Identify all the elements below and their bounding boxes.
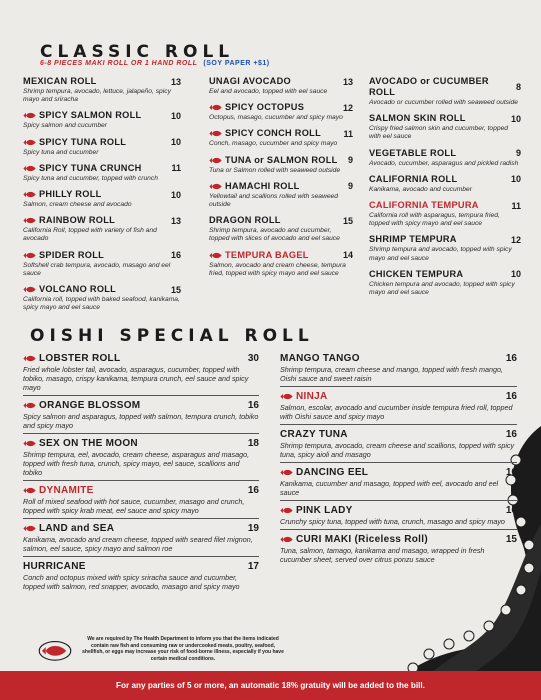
menu-item xyxy=(209,181,353,209)
item-description: Conch, masago, cucumber and spicy mayo xyxy=(209,140,338,148)
health-notice xyxy=(36,636,286,662)
item-description: Chicken tempura and avocado, topped with spicy mayo and eel sauce xyxy=(369,280,515,297)
item-description: Salmon, escolar, avocado and cucumber inside tempura fried roll, topped with Oishi sauce and spicy mayo xyxy=(280,403,513,421)
item-name: SPICY TUNA ROLL xyxy=(39,136,127,147)
item-price: 15 xyxy=(170,284,181,295)
item-description: Tuna, salmon, tamago, kanikama and masago, wrapped in fresh cucumber sheet, served over citrus ponzu sauce xyxy=(280,546,485,564)
item-description: Spicy salmon and cucumber xyxy=(23,122,108,130)
menu-item xyxy=(280,505,517,530)
fish-icon xyxy=(23,525,36,532)
menu-item xyxy=(369,200,521,228)
menu-item xyxy=(280,429,517,463)
item-name: CURI MAKI (Riceless Roll) xyxy=(296,534,428,545)
item-name: DYNAMITE xyxy=(39,485,94,496)
item-price: 8 xyxy=(515,82,521,92)
menu-item xyxy=(23,250,181,278)
fish-icon xyxy=(23,355,36,362)
item-price: 16 xyxy=(247,400,259,411)
fish-icon xyxy=(23,112,36,119)
item-name: SEX ON THE MOON xyxy=(39,438,138,449)
item-price: 11 xyxy=(343,128,353,139)
menu-item xyxy=(369,76,521,107)
menu-item xyxy=(280,467,517,501)
fish-icon xyxy=(280,507,293,514)
menu-item xyxy=(209,102,353,122)
item-name: SPICY CONCH ROLL xyxy=(225,128,322,139)
item-description: Crispy fried salmon skin and cucumber, topped with eel sauce xyxy=(369,125,509,141)
item-price: 13 xyxy=(170,76,181,87)
menu-item xyxy=(369,269,521,297)
item-name: TUNA or SALMON ROLL xyxy=(225,154,338,165)
fish-icon xyxy=(280,536,293,543)
item-name: SPICY OCTOPUS xyxy=(225,102,305,113)
item-name: CHICKEN TEMPURA xyxy=(369,268,464,279)
menu-item xyxy=(369,174,521,194)
fish-icon xyxy=(23,191,36,198)
fish-icon xyxy=(23,402,36,409)
item-name: LAND and SEA xyxy=(39,523,115,534)
menu-item xyxy=(23,523,259,557)
menu-item xyxy=(23,438,259,481)
menu-item xyxy=(209,215,353,243)
item-name: SHRIMP TEMPURA xyxy=(369,234,457,245)
item-description: Spicy tuna and cucumber, topped with crunch xyxy=(23,174,158,182)
item-description: Eel and avocado, topped with eel sauce xyxy=(209,88,328,95)
menu-item xyxy=(280,534,517,567)
item-price: 11 xyxy=(171,163,181,174)
item-price: 9 xyxy=(347,155,353,166)
item-name: PHILLY ROLL xyxy=(39,189,102,200)
item-price: 16 xyxy=(170,250,181,261)
health-notice-text: We are required by The Health Department to inform you that the items indicated contain raw fish and consuming raw or undercooked meats, poultry, seafood, shellfish, or eggs may increase your risk of food-borne illness, especially if you have certain medical conditions. xyxy=(82,636,284,662)
fish-icon xyxy=(23,440,36,447)
special-roll-title: OISHI SPECIAL ROLL xyxy=(30,326,314,346)
menu-item xyxy=(23,284,181,312)
menu-item xyxy=(209,250,353,278)
fish-icon xyxy=(23,252,36,259)
menu-item xyxy=(23,189,181,209)
menu-item xyxy=(369,148,521,168)
item-price: 9 xyxy=(515,148,521,159)
classic-column-2 xyxy=(209,76,353,284)
item-name: HAMACHI ROLL xyxy=(225,180,300,191)
item-description: Avocado, cucumber, asparagus and pickled radish xyxy=(369,159,519,167)
item-description: Salmon, cream cheese and avocado xyxy=(23,201,132,209)
item-price: 30 xyxy=(247,353,259,364)
item-name: CALIFORNIA TEMPURA xyxy=(369,200,479,211)
item-description: Shrimp tempura and avocado, topped with spicy mayo and eel sauce xyxy=(369,246,512,262)
item-price: 19 xyxy=(247,523,259,534)
item-name: MEXICAN ROLL xyxy=(23,76,97,86)
item-price: 16 xyxy=(247,485,259,496)
menu-item xyxy=(209,128,353,148)
item-price: 10 xyxy=(170,110,181,121)
item-price: 10 xyxy=(170,189,181,200)
fish-icon xyxy=(280,393,293,400)
menu-item xyxy=(23,110,181,130)
item-description: Softshell crab tempura, avocado, masago and eel sauce xyxy=(23,261,171,277)
item-description: Avocado or cucumber rolled with seaweed outside xyxy=(369,99,518,106)
item-name: CRAZY TUNA xyxy=(280,429,348,440)
menu-item xyxy=(23,400,259,434)
item-name: SPIDER ROLL xyxy=(39,249,105,260)
item-description: Salmon, avocado and cream cheese, tempura fried, topped with spicy mayo and eel sauce xyxy=(209,261,346,277)
classic-roll-subtitle: 6-8 PIECES MAKI ROLL OR 1 HAND ROLL (SOY PAPER +$1) xyxy=(40,60,270,67)
fish-icon xyxy=(209,157,222,164)
item-description: Kanikama, avocado and cream cheese, topped with seared filet mignon, salmon, eel sauce, spicy mayo and salmon roe xyxy=(23,535,253,553)
fish-icon xyxy=(209,104,222,111)
item-description: Shrimp tempura, avocado and cucumber, topped with slices of avocado and eel sauce xyxy=(209,227,340,243)
item-price: 16 xyxy=(505,429,517,440)
special-column-2 xyxy=(280,353,517,571)
item-name: TEMPURA BAGEL xyxy=(225,249,309,260)
fish-icon xyxy=(209,183,222,190)
item-price: 18 xyxy=(247,438,259,449)
item-description: California roll with asparagus, tempura fried, topped with spicy mayo and eel sauce xyxy=(369,212,500,228)
item-name: MANGO TANGO xyxy=(280,353,360,364)
menu-item xyxy=(23,561,259,594)
menu-item xyxy=(369,234,521,262)
item-price: 10 xyxy=(510,174,521,185)
fish-icon xyxy=(280,469,293,476)
item-price: 16 xyxy=(505,505,517,516)
item-description: Crunchy spicy tuna, topped with tuna, crunch, masago and spicy mayo xyxy=(280,517,505,526)
item-name: VOLCANO ROLL xyxy=(39,284,117,295)
item-name: DRAGON ROLL xyxy=(209,215,281,226)
item-description: Yellowtail and scallions rolled with seaweed outside xyxy=(209,192,338,209)
item-price: 16 xyxy=(505,353,517,364)
item-description: California Roll, topped with variety of fish and avocado xyxy=(23,227,157,243)
item-name: NINJA xyxy=(296,391,328,402)
item-description: Kanikama, cucumber and masago, topped with eel, avocado and eel sauce xyxy=(280,479,499,497)
item-name: SALMON SKIN ROLL xyxy=(369,113,466,124)
fish-icon xyxy=(209,252,222,259)
item-name: ORANGE BLOSSOM xyxy=(39,400,141,411)
item-price: 13 xyxy=(170,215,181,226)
menu-item xyxy=(280,353,517,387)
gratuity-text: For any parties of 5 or more, an automatic 18% gratuity will be added to the bill. xyxy=(116,681,425,690)
item-price: 16 xyxy=(505,467,517,478)
item-price: 12 xyxy=(510,234,521,245)
item-description: Kanikama, avocado and cucumber xyxy=(369,185,472,193)
item-name: VEGETABLE ROLL xyxy=(369,147,457,158)
item-name: DANCING EEL xyxy=(296,467,369,478)
menu-item xyxy=(23,353,259,396)
item-price: 10 xyxy=(170,137,181,148)
gratuity-banner xyxy=(0,671,541,700)
fish-icon xyxy=(209,130,222,137)
item-description: Shrimp tempura, eel, avocado, cream cheese, asparagus and masago, topped with fresh tuna, crunch, spicy mayo, eel sauce, scallions and tobiko xyxy=(23,450,250,477)
item-price: 10 xyxy=(510,113,521,124)
item-price: 10 xyxy=(510,269,521,280)
item-description: Fried whole lobster tail, avocado, asparagus, cucumber, topped with tobiko, masago, crispy kanikama, tempura crunch, eel sauce and spicy mayo xyxy=(23,365,249,392)
special-column-1 xyxy=(23,353,259,598)
item-description: Shrimp tempura, avocado, cream cheese and scallions, topped with spicy tuna, spicy aioli and masago xyxy=(280,441,515,459)
item-description: California roll, topped with baked seafood, kanikama, spicy mayo and eel sauce xyxy=(23,296,180,312)
item-description: Octopus, masago, cucumber and spicy mayo xyxy=(209,114,343,122)
item-name: LOBSTER ROLL xyxy=(39,353,121,364)
menu-item xyxy=(23,485,259,519)
menu-item xyxy=(23,163,181,183)
item-price: 12 xyxy=(342,102,353,113)
item-description: Spicy tuna and cucumber xyxy=(23,148,99,156)
item-price: 14 xyxy=(342,250,353,261)
item-description: Conch and octopus mixed with spicy sriracha sauce and cucumber, topped with salmon, red snapper, avocado, masago and spicy mayo xyxy=(23,573,240,591)
item-price: 9 xyxy=(347,181,353,192)
menu-item xyxy=(369,113,521,141)
item-price: 15 xyxy=(505,534,517,545)
menu-item xyxy=(209,155,353,175)
item-name: RAINBOW ROLL xyxy=(39,215,116,226)
fish-icon xyxy=(23,165,36,172)
fish-icon xyxy=(23,487,36,494)
restaurant-logo xyxy=(36,636,74,662)
item-name: UNAGI AVOCADO xyxy=(209,76,291,86)
item-name: AVOCADO or CUCUMBER ROLL xyxy=(369,76,489,97)
classic-column-1 xyxy=(23,76,181,318)
item-name: HURRICANE xyxy=(23,561,86,572)
item-name: SPICY SALMON ROLL xyxy=(39,110,142,121)
item-price: 11 xyxy=(511,200,521,211)
fish-icon xyxy=(23,139,36,146)
item-description: Spicy salmon and asparagus, topped with salmon, tempura crunch, tobiko and spicy mayo xyxy=(23,412,259,430)
item-price: 15 xyxy=(342,215,353,226)
item-price: 13 xyxy=(342,76,353,87)
item-description: Shrimp tempura, cream cheese and mango, topped with fresh mango, Oishi sauce and sweet raisin xyxy=(280,365,503,383)
menu-item xyxy=(23,215,181,243)
item-name: CALIFORNIA ROLL xyxy=(369,173,458,184)
item-name: SPICY TUNA CRUNCH xyxy=(39,162,142,173)
item-name: PINK LADY xyxy=(296,505,353,516)
classic-roll-title: CLASSIC ROLL xyxy=(40,42,235,62)
classic-column-3 xyxy=(369,76,521,303)
item-price: 17 xyxy=(247,561,259,572)
menu-item xyxy=(280,391,517,425)
item-description: Shrimp tempura, avocado, lettuce, jalapeño, spicy mayo and sriracha xyxy=(23,88,171,104)
menu-item xyxy=(23,76,181,104)
item-description: Tuna or Salmon rolled with seaweed outside xyxy=(209,166,341,174)
fish-icon xyxy=(23,217,36,224)
fish-icon xyxy=(23,286,36,293)
item-description: Roll of mixed seafood with hot sauce, cucumber, masago and crunch, topped with spicy krab meat, eel sauce and spicy mayo xyxy=(23,497,245,515)
menu-item xyxy=(23,137,181,157)
menu-item xyxy=(209,76,353,96)
item-price: 16 xyxy=(505,391,517,402)
